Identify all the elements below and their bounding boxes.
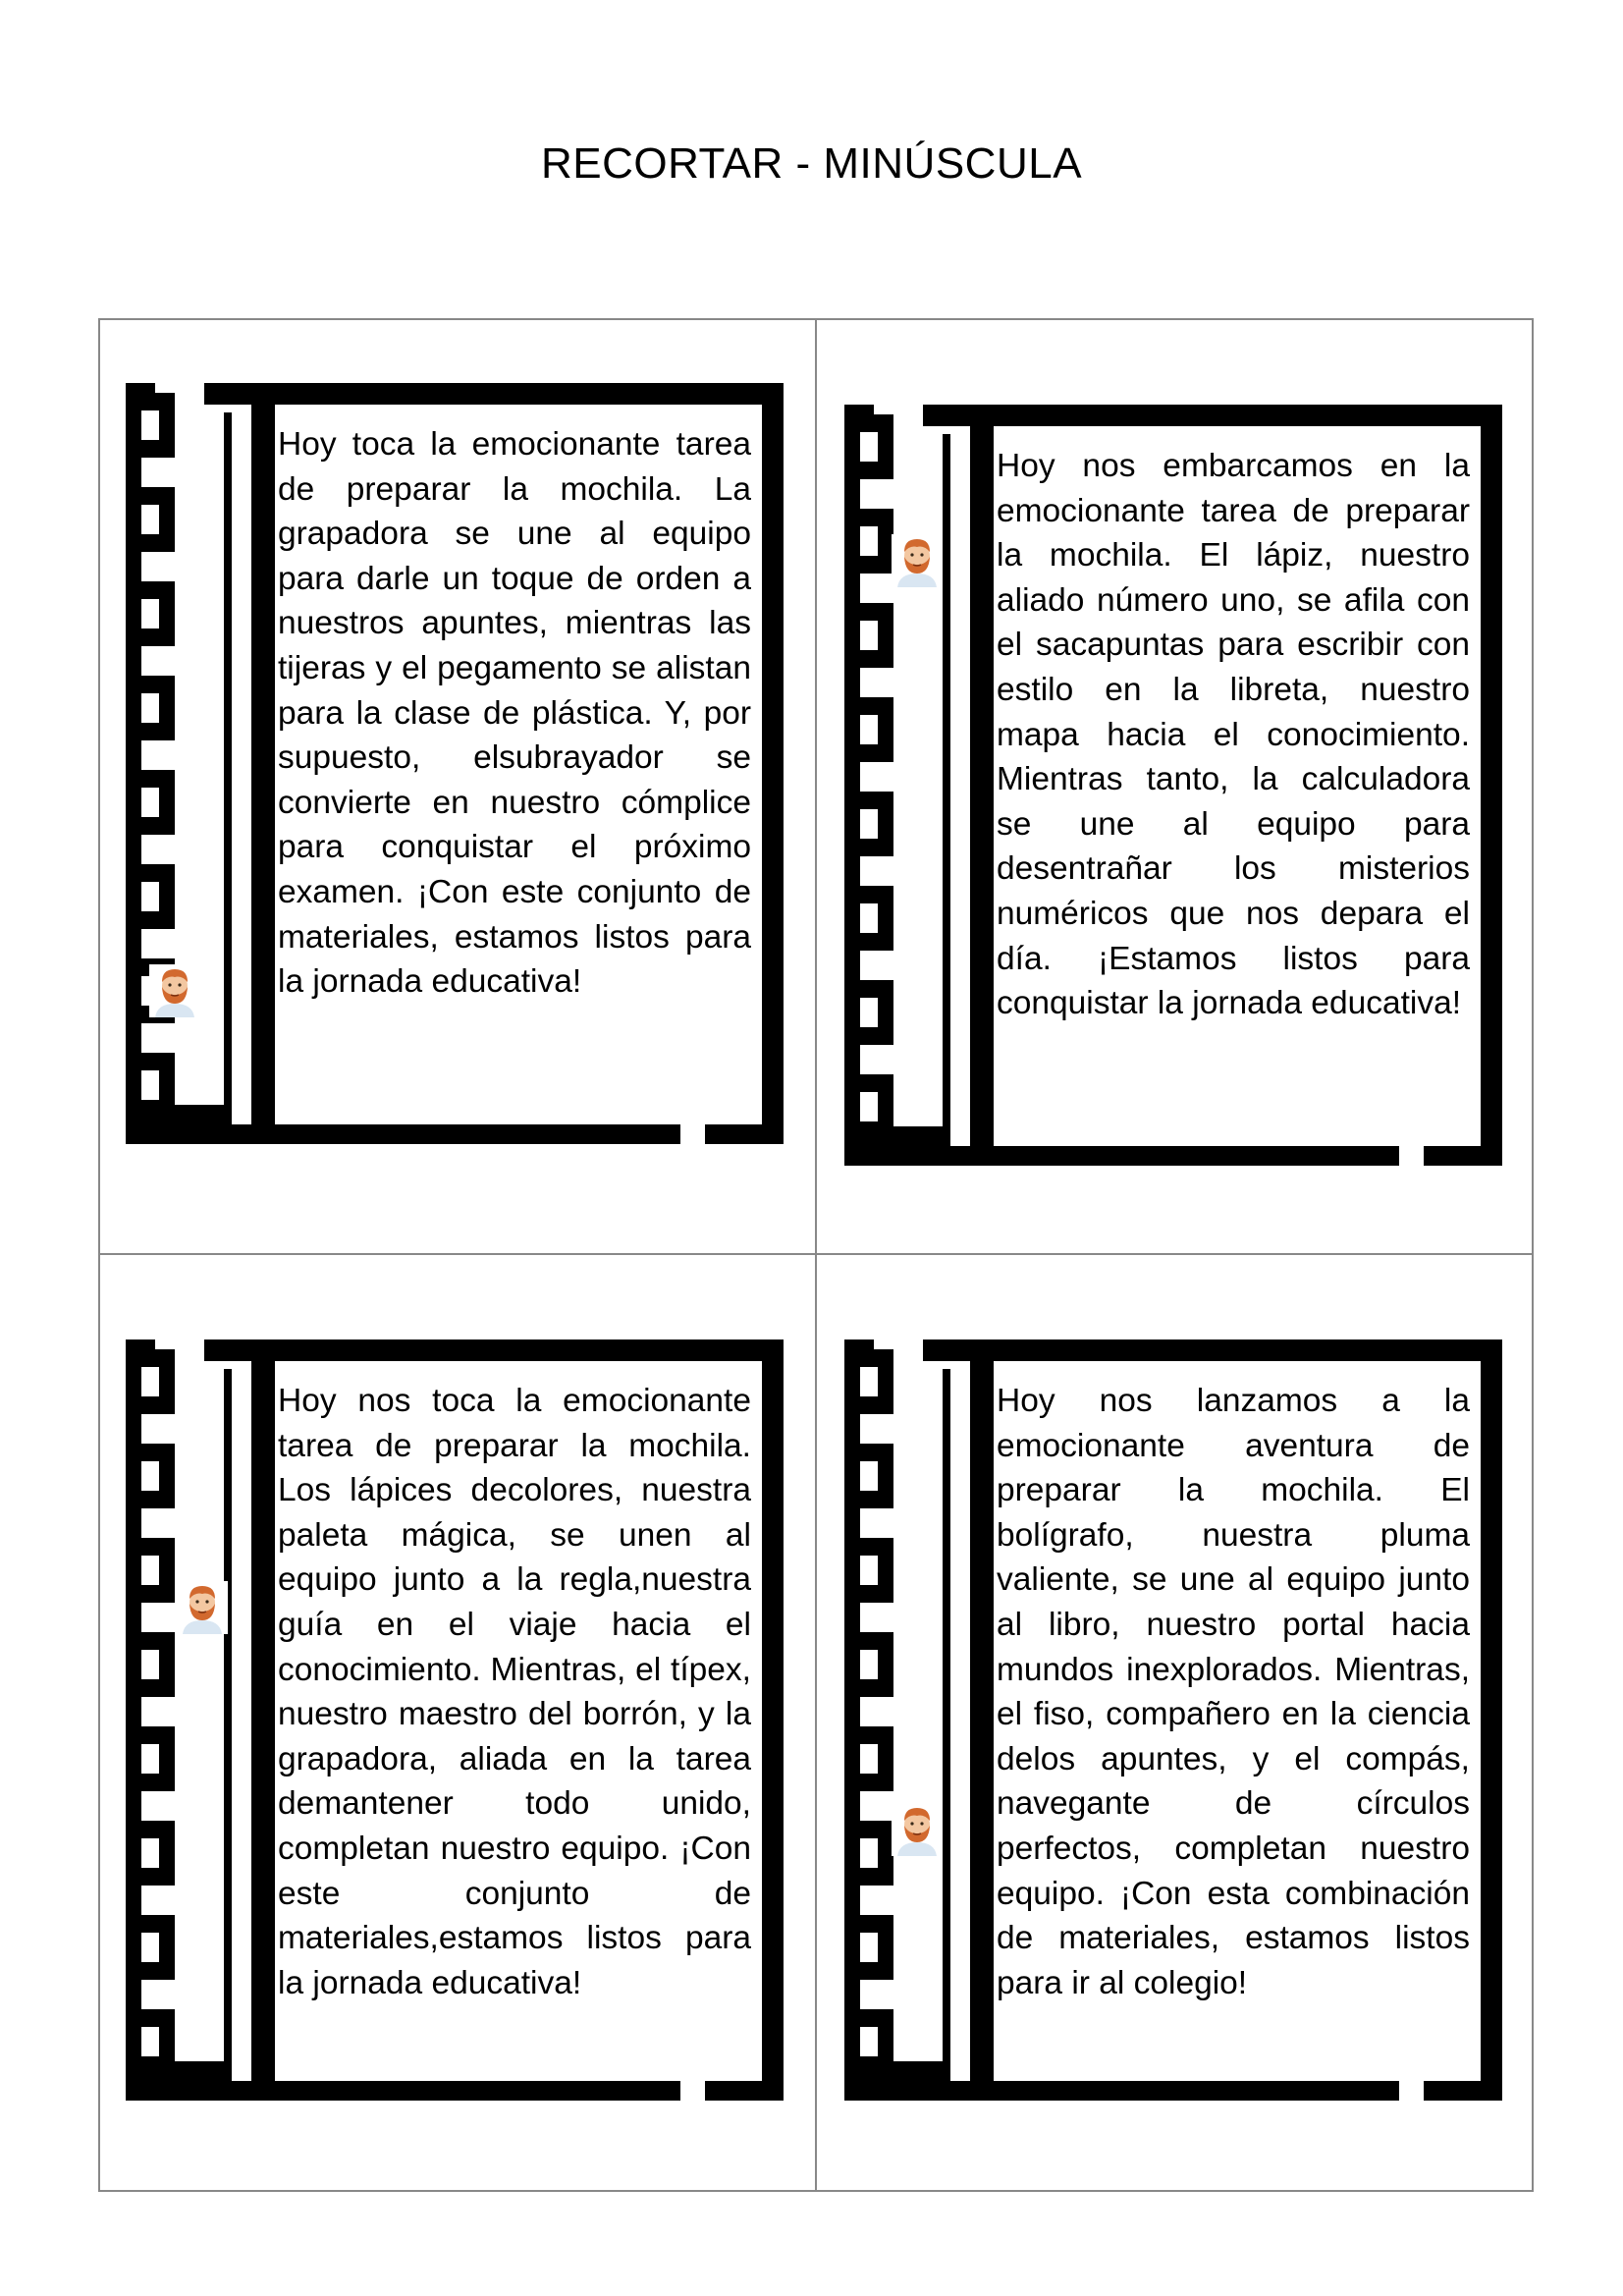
bearded-man-avatar-icon bbox=[892, 1803, 943, 1856]
grid-divider-horizontal bbox=[98, 1253, 1534, 1255]
card-2 bbox=[844, 405, 1502, 1166]
bearded-man-avatar-icon bbox=[892, 534, 943, 587]
card-3 bbox=[126, 1339, 784, 2101]
page-title: RECORTAR - MINÚSCULA bbox=[540, 139, 1083, 188]
card-2-text: Hoy nos embarcamos en la emocionante tarea de preparar la mochila. El lápiz, nuestro aliado número uno, se afila con el sacapuntas para escribir con estilo en la libreta, nuestro mapa hacia el conocimiento. Mientras tanto, la calculadora se une al equipo para desentrañar los misterios numéricos que nos depara el día. ¡Estamos listos para conquistar la jornada educativa! bbox=[997, 448, 1470, 1022]
bearded-man-avatar-icon bbox=[177, 1581, 228, 1634]
card-3-text: Hoy nos toca la emocionante tarea de preparar la mochila. Los lápices decolores, nuestra paleta mágica, se unen al equipo junto a la regla,nuestra guía en el viaje hacia el conocimiento. Mientras, el típex, nuestro maestro del borrón, y la grapadora, aliada en la tarea demantener todo unido, completan nuestro equipo. ¡Con este conjunto de materiales,estamos listos para la jornada educativa! bbox=[278, 1383, 751, 2001]
card-4-text: Hoy nos lanzamos a la emocionante aventura de preparar la mochila. El bolígrafo, nuestra pluma valiente, se une al equipo junto al libro, nuestro portal hacia mundos inexplorados. Mientras, el fiso, compañero en la ciencia delos apuntes, y el compás, navegante de círculos perfectos, completan nuestro equipo. ¡Con esta combinación de materiales, estamos listos para ir al colegio! bbox=[997, 1383, 1470, 2001]
card-4 bbox=[844, 1339, 1502, 2101]
bearded-man-avatar-icon bbox=[149, 964, 200, 1017]
card-1 bbox=[126, 383, 784, 1144]
grid-divider-vertical bbox=[815, 318, 817, 2192]
card-1-text: Hoy toca la emocionante tarea de preparar la mochila. La grapadora se une al equipo para darle un toque de orden a nuestros apuntes, mientras las tijeras y el pegamento se alistan para la clase de plástica. Y, por supuesto, elsubrayador se convierte en nuestro cómplice para conquistar el próximo examen. ¡Con este conjunto de materiales, estamos listos para la jornada educativa! bbox=[278, 426, 751, 1001]
